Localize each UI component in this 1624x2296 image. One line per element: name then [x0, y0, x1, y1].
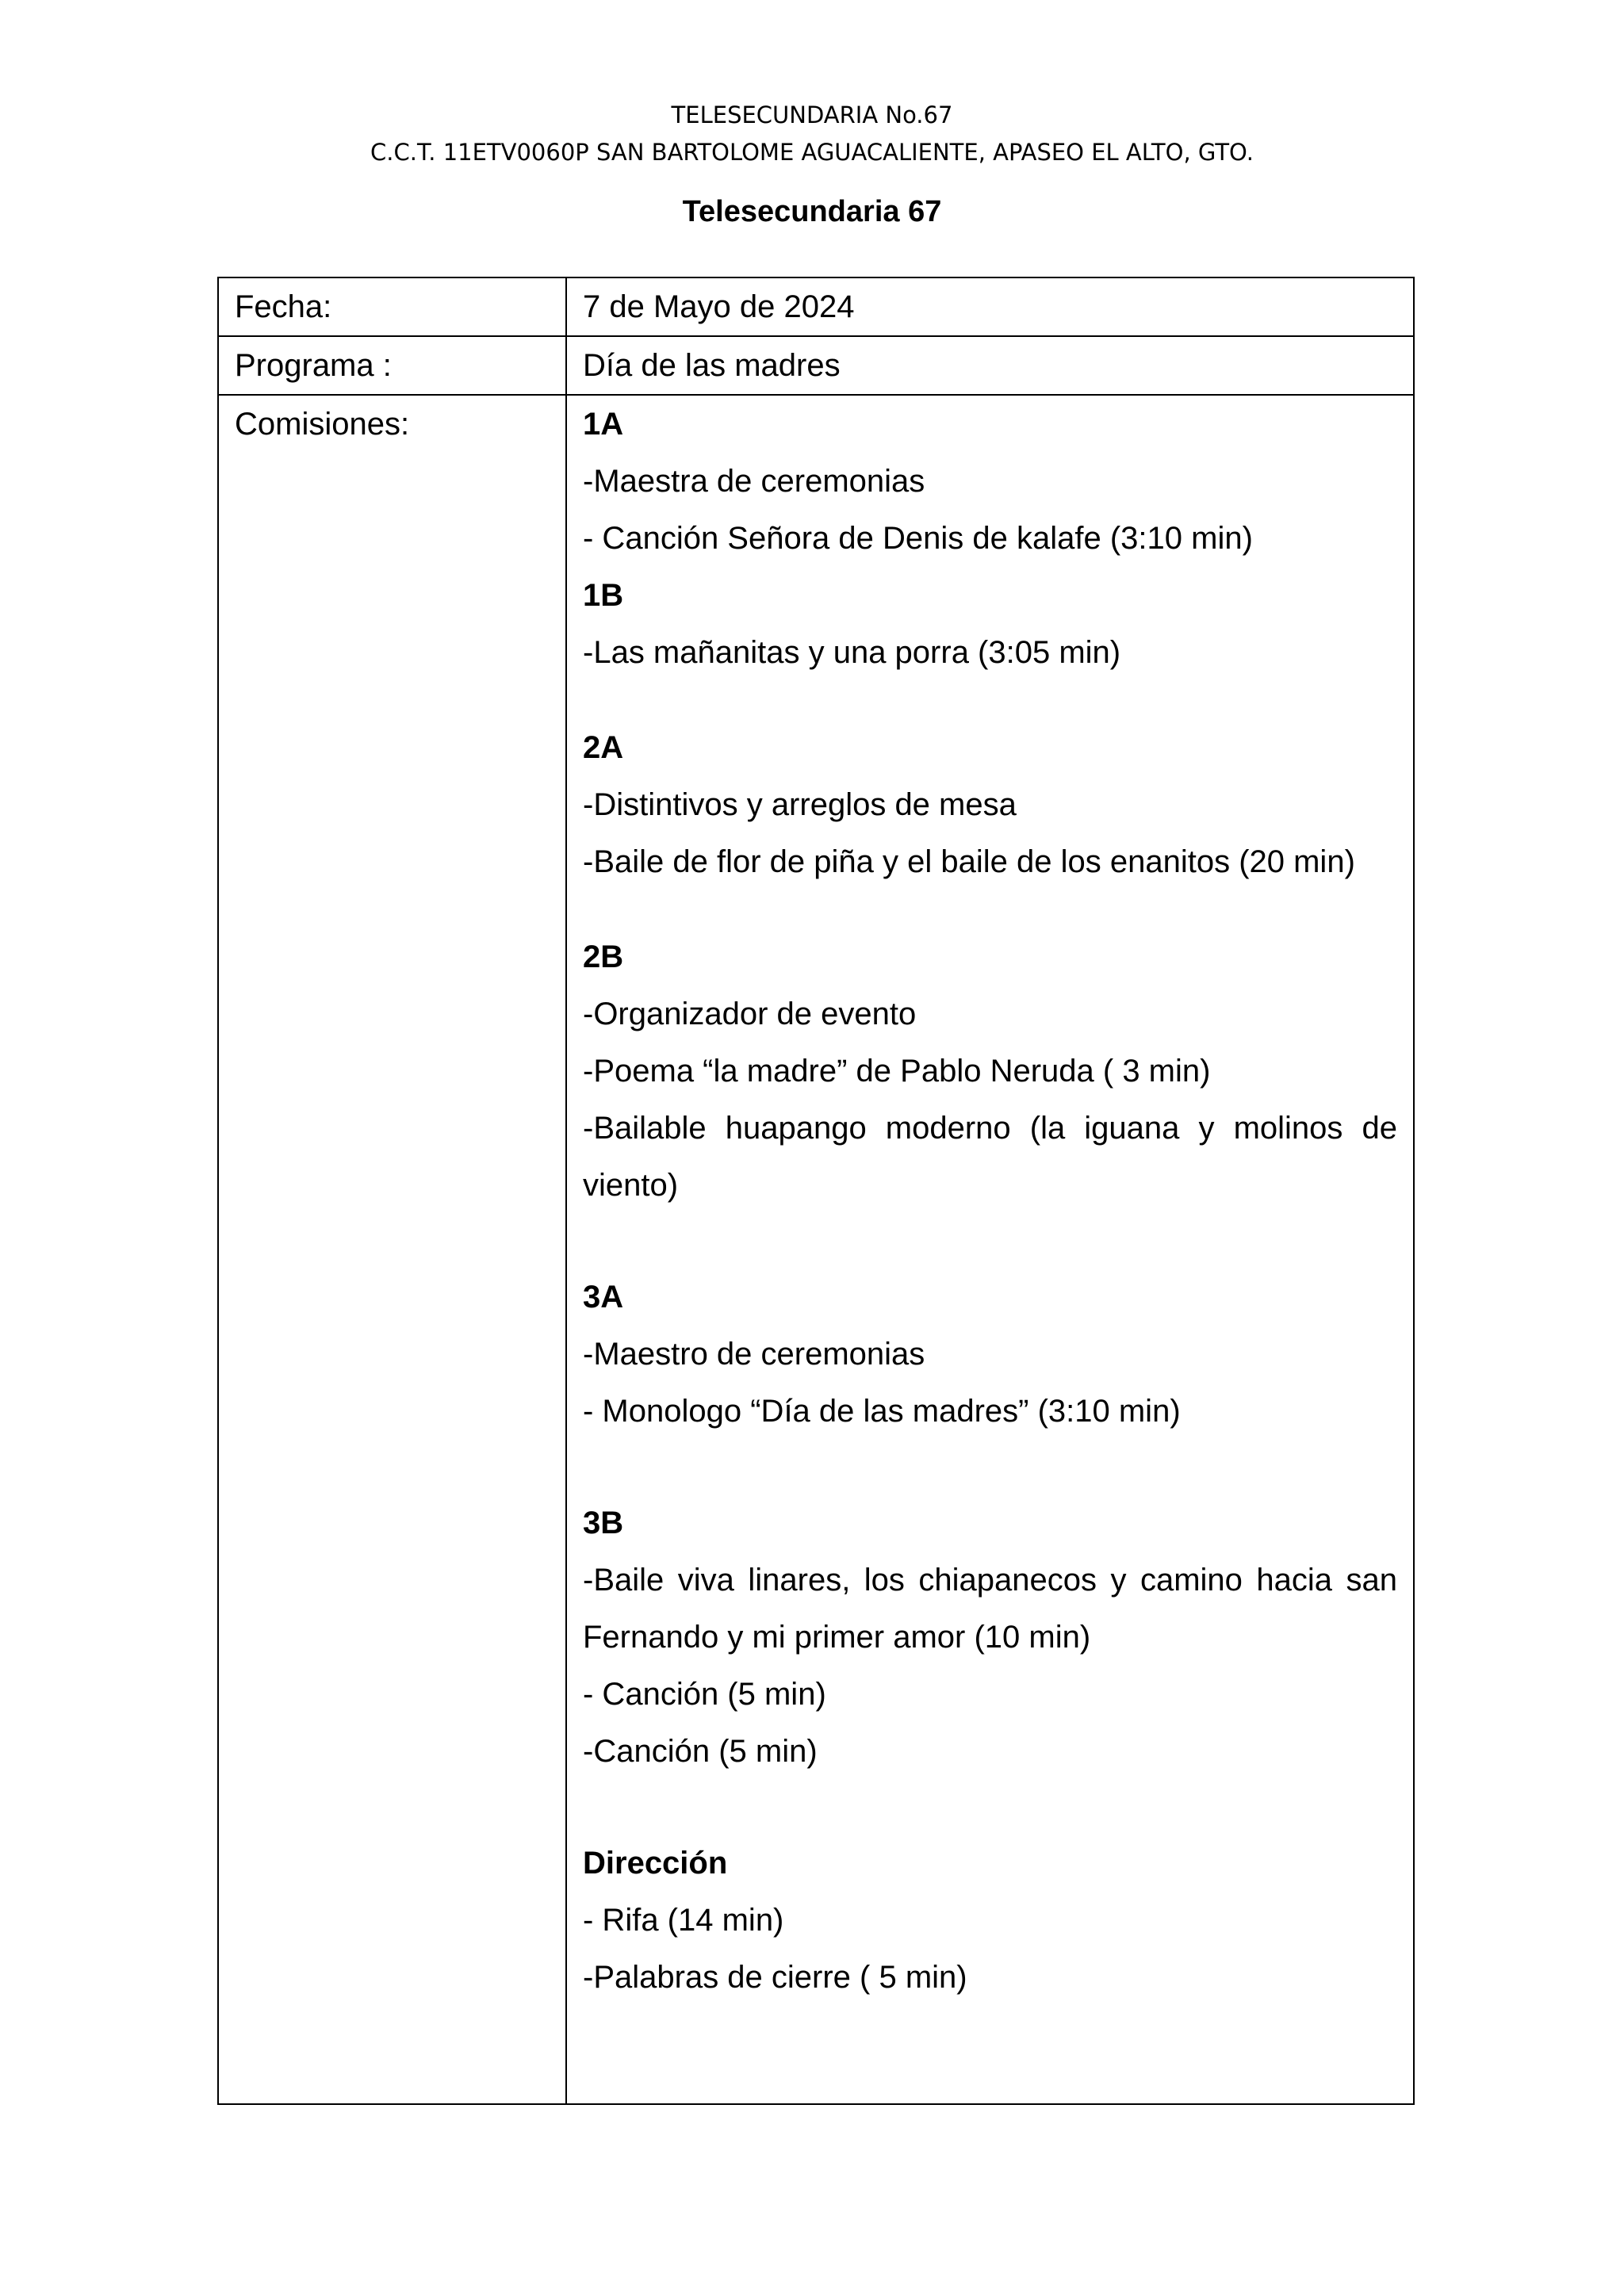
- group-direccion: [583, 1835, 1397, 2006]
- group-item: -Poema “la madre” de Pablo Neruda ( 3 min): [583, 1054, 1211, 1089]
- group-3a: [583, 1269, 1397, 1440]
- group-1a: [583, 396, 1397, 567]
- group-item: -Las mañanitas y una porra (3:05 min): [583, 635, 1121, 670]
- group-item: -Baile de flor de piña y el baile de los enanitos (20 min): [583, 844, 1355, 879]
- table-row-fecha: [218, 277, 1414, 336]
- school-name-header: TELESECUNDARIA No.67: [671, 101, 953, 128]
- group-item: - Monologo “Día de las madres” (3:10 min): [583, 1394, 1181, 1429]
- group-title: 3B: [583, 1506, 624, 1540]
- group-title: 3A: [583, 1280, 624, 1314]
- group-1b: [583, 567, 1397, 681]
- comisiones-label: Comisiones:: [218, 395, 566, 2104]
- programa-label: Programa :: [218, 336, 566, 395]
- fecha-value: 7 de Mayo de 2024: [566, 277, 1414, 336]
- table-row-programa: [218, 336, 1414, 395]
- group-item: -Palabras de cierre ( 5 min): [583, 1960, 967, 1995]
- group-2a: [583, 719, 1397, 890]
- group-item: -Maestro de ceremonias: [583, 1337, 925, 1372]
- fecha-label: Fecha:: [218, 277, 566, 336]
- table-row-comisiones: [218, 395, 1414, 2104]
- group-item: -Bailable huapango moderno (la iguana y molinos de viento): [583, 1111, 1397, 1203]
- group-title: 2A: [583, 730, 624, 765]
- group-item: - Rifa (14 min): [583, 1903, 784, 1938]
- group-title: 1A: [583, 407, 624, 442]
- program-table: [217, 277, 1415, 2105]
- group-item: -Baile viva linares, los chiapanecos y camino hacia san Fernando y mi primer amor (10 min): [583, 1563, 1397, 1655]
- group-item: -Organizador de evento: [583, 997, 917, 1031]
- programa-value: Día de las madres: [566, 336, 1414, 395]
- group-3b: [583, 1494, 1397, 1780]
- group-item: -Distintivos y arreglos de mesa: [583, 787, 1017, 822]
- group-2b: [583, 928, 1397, 1214]
- group-item: -Canción (5 min): [583, 1734, 818, 1769]
- group-item: -Maestra de ceremonias: [583, 464, 925, 499]
- school-address-header: C.C.T. 11ETV0060P SAN BARTOLOME AGUACALIENTE, APASEO EL ALTO, GTO.: [370, 139, 1254, 166]
- group-item: - Canción (5 min): [583, 1677, 826, 1712]
- group-title: Dirección: [583, 1846, 728, 1881]
- group-title: 1B: [583, 578, 624, 613]
- group-title: 2B: [583, 939, 624, 974]
- group-item: - Canción Señora de Denis de kalafe (3:10 min): [583, 521, 1253, 556]
- comisiones-list: [566, 395, 1414, 2104]
- document-title: Telesecundaria 67: [682, 195, 942, 228]
